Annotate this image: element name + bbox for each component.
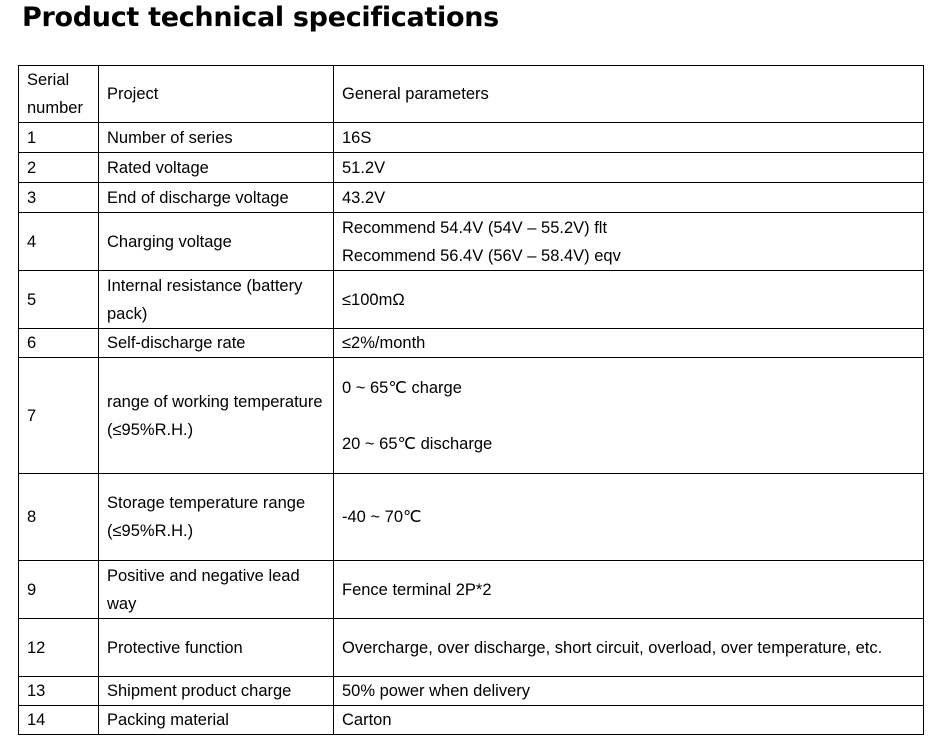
row-project: Storage temperature range (≤95%R.H.) xyxy=(99,474,334,561)
table-row xyxy=(19,123,924,153)
table-row xyxy=(19,677,924,706)
row-project: Protective function xyxy=(99,619,334,677)
row-project: Positive and negative lead way xyxy=(99,561,334,619)
row-project: range of working temperature (≤95%R.H.) xyxy=(99,358,334,474)
table-row xyxy=(19,153,924,183)
row-params: Fence terminal 2P*2 xyxy=(334,561,924,619)
row-params: ≤100mΩ xyxy=(334,271,924,329)
header-project: Project xyxy=(99,66,334,123)
row-number: 8 xyxy=(19,474,99,561)
row-number: 14 xyxy=(19,706,99,735)
row-params: 50% power when delivery xyxy=(334,677,924,706)
row-number: 13 xyxy=(19,677,99,706)
row-params: ≤2%/month xyxy=(334,329,924,358)
table-row xyxy=(19,619,924,677)
row-number: 6 xyxy=(19,329,99,358)
table-row xyxy=(19,271,924,329)
table-header-row xyxy=(19,66,924,123)
row-number: 1 xyxy=(19,123,99,153)
row-number: 12 xyxy=(19,619,99,677)
row-project: Packing material xyxy=(99,706,334,735)
table-row xyxy=(19,706,924,735)
param-line: Recommend 56.4V (56V – 58.4V) eqv xyxy=(342,246,621,265)
param-line: 20 ~ 65℃ discharge xyxy=(342,434,493,453)
row-project: Self-discharge rate xyxy=(99,329,334,358)
row-number: 3 xyxy=(19,183,99,213)
row-number: 9 xyxy=(19,561,99,619)
header-serial-number: Serial number xyxy=(19,66,99,123)
param-spacer xyxy=(342,402,915,430)
table-row xyxy=(19,358,924,474)
row-number: 2 xyxy=(19,153,99,183)
row-project: Number of series xyxy=(99,123,334,153)
row-number: 4 xyxy=(19,213,99,271)
row-params: -40 ~ 70℃ xyxy=(334,474,924,561)
table-row xyxy=(19,329,924,358)
row-number: 5 xyxy=(19,271,99,329)
spec-table xyxy=(18,65,924,735)
row-project: Shipment product charge xyxy=(99,677,334,706)
row-number: 7 xyxy=(19,358,99,474)
row-params: Overcharge, over discharge, short circuit, overload, over temperature, etc. xyxy=(334,619,924,677)
row-params xyxy=(334,358,924,474)
row-project: Charging voltage xyxy=(99,213,334,271)
table-row xyxy=(19,561,924,619)
table-row xyxy=(19,474,924,561)
param-line: Recommend 54.4V (54V – 55.2V) flt xyxy=(342,218,608,237)
row-project: Rated voltage xyxy=(99,153,334,183)
page-title: Product technical specifications xyxy=(22,2,499,33)
row-params: 16S xyxy=(334,123,924,153)
header-general-parameters: General parameters xyxy=(334,66,924,123)
row-params: 51.2V xyxy=(334,153,924,183)
row-project: Internal resistance (battery pack) xyxy=(99,271,334,329)
row-project: End of discharge voltage xyxy=(99,183,334,213)
row-params: Carton xyxy=(334,706,924,735)
row-params xyxy=(334,213,924,271)
param-line: 0 ~ 65℃ charge xyxy=(342,378,462,397)
table-row xyxy=(19,183,924,213)
row-params: 43.2V xyxy=(334,183,924,213)
table-row xyxy=(19,213,924,271)
